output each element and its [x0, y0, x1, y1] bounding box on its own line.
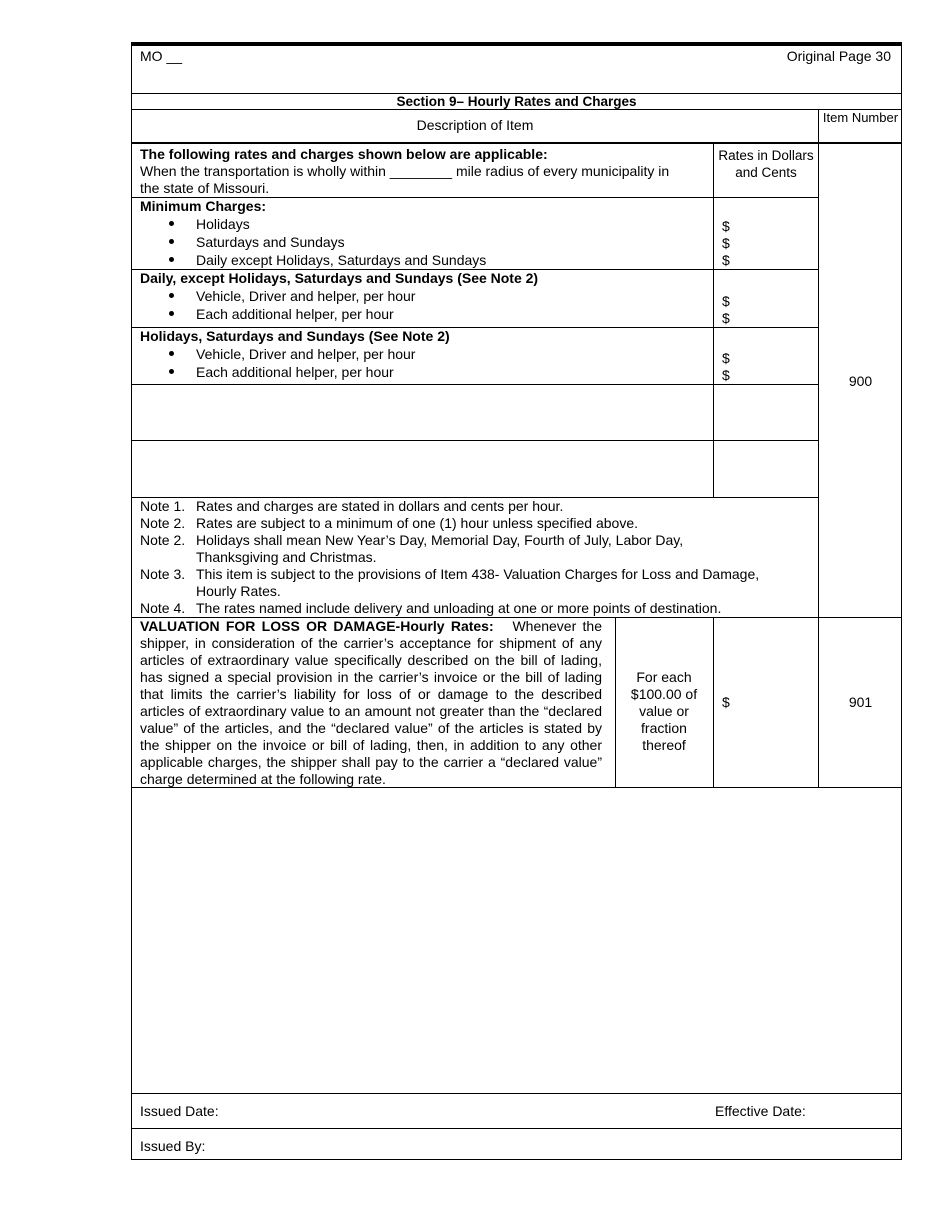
minimum-item-weekends: Saturdays and Sundays [196, 234, 345, 250]
minimum-item-holidays: Holidays [196, 216, 250, 232]
note-label: Note 2. [140, 515, 186, 531]
divider [132, 440, 818, 441]
daily-item-helper: Each additional helper, per hour [196, 306, 394, 322]
minimum-rate-daily: $ [722, 252, 730, 268]
item-number-900: 900 [848, 373, 873, 389]
divider [132, 109, 901, 110]
daily-rate-vehicle: $ [722, 293, 730, 309]
note-label: Note 1. [140, 498, 186, 514]
holidays-item-vehicle: Vehicle, Driver and helper, per hour [196, 346, 416, 362]
divider [818, 144, 819, 787]
valuation-paragraph [140, 618, 602, 788]
intro-heading: The following rates and charges shown below are applicable: [140, 146, 548, 162]
bullet [168, 346, 176, 354]
holidays-item-helper: Each additional helper, per hour [196, 364, 394, 380]
tariff-page-frame [131, 42, 902, 1160]
note-label: Note 3. [140, 566, 186, 582]
issued-date-label: Issued Date: [140, 1103, 219, 1119]
bullet [168, 252, 176, 260]
section-title: Section 9– Hourly Rates and Charges [396, 94, 637, 109]
bullet [168, 234, 176, 242]
holidays-rate-helper: $ [722, 367, 730, 383]
note-text: Holidays shall mean New Year’s Day, Memorial Day, Fourth of July, Labor Day, [196, 532, 684, 548]
page-number: Original Page 30 [786, 48, 891, 64]
daily-item-vehicle: Vehicle, Driver and helper, per hour [196, 288, 416, 304]
divider [132, 142, 901, 144]
note-text: Rates and charges are stated in dollars and cents per hour. [196, 498, 564, 514]
holidays-heading: Holidays, Saturdays and Sundays (See Note 2) [140, 328, 450, 344]
bullet [168, 364, 176, 372]
bullet [168, 306, 176, 314]
note-text-continued: Thanksgiving and Christmas. [196, 549, 377, 565]
divider [818, 109, 819, 144]
divider [132, 787, 901, 788]
state-code: MO __ [140, 48, 183, 64]
note-label: Note 4. [140, 600, 186, 616]
bullet [168, 216, 176, 224]
intro-text-line2: the state of Missouri. [140, 180, 270, 196]
note-text-continued: Hourly Rates. [196, 583, 281, 599]
divider [713, 617, 714, 787]
divider [132, 384, 818, 385]
note-text: Rates are subject to a minimum of one (1) hour unless specified above. [196, 515, 639, 531]
note-text: The rates named include delivery and unloading at one or more points of destination. [196, 600, 722, 616]
issued-by-label: Issued By: [140, 1138, 206, 1154]
note-text: This item is subject to the provisions of Item 438- Valuation Charges for Loss and Damage, [196, 566, 760, 582]
rates-column-header: Rates in Dollars and Cents [718, 148, 814, 180]
bullet [168, 288, 176, 296]
effective-date-label: Effective Date: [715, 1103, 806, 1119]
minimum-rate-holidays: $ [722, 218, 730, 234]
daily-heading: Daily, except Holidays, Saturdays and Sundays (See Note 2) [140, 270, 539, 286]
description-column-header: Description of Item [416, 117, 534, 133]
valuation-heading: VALUATION FOR LOSS OR DAMAGE-Hourly Rates: [140, 618, 494, 634]
minimum-rate-weekends: $ [722, 235, 730, 251]
holidays-rate-vehicle: $ [722, 350, 730, 366]
divider [615, 617, 616, 787]
valuation-rate: $ [722, 694, 730, 710]
item-number-column-header: Item Number [822, 110, 899, 125]
item-number-901: 901 [848, 694, 873, 710]
note-label: Note 2. [140, 532, 186, 548]
minimum-item-daily: Daily except Holidays, Saturdays and Sundays [196, 252, 487, 268]
valuation-basis: For each $100.00 of value or fraction thereof [630, 669, 698, 753]
valuation-body: Whenever the shipper, in consideration of the carrier’s acceptance for shipment of any articles of extraordinary value specifically described on the bill of lading, has signed a special provision in the carrier’s invoice or the bill of lading that limits the carrier’s liability for loss of or damage to the described articles of extraordinary value to an amount not greater than the “declared value” of the articles, and the “declared value” of the articles is stated by the shipper on the invoice or bill of lading, then, in addition to any other applicable charges, the shipper shall pay to the carrier a “declared value” charge determined at the following rate. [140, 618, 602, 787]
divider [132, 1128, 901, 1129]
intro-text-line1: When the transportation is wholly within ________ mile radius of every municipality in [140, 163, 670, 179]
minimum-charges-heading: Minimum Charges: [140, 198, 267, 214]
divider [132, 1093, 901, 1094]
daily-rate-helper: $ [722, 310, 730, 326]
